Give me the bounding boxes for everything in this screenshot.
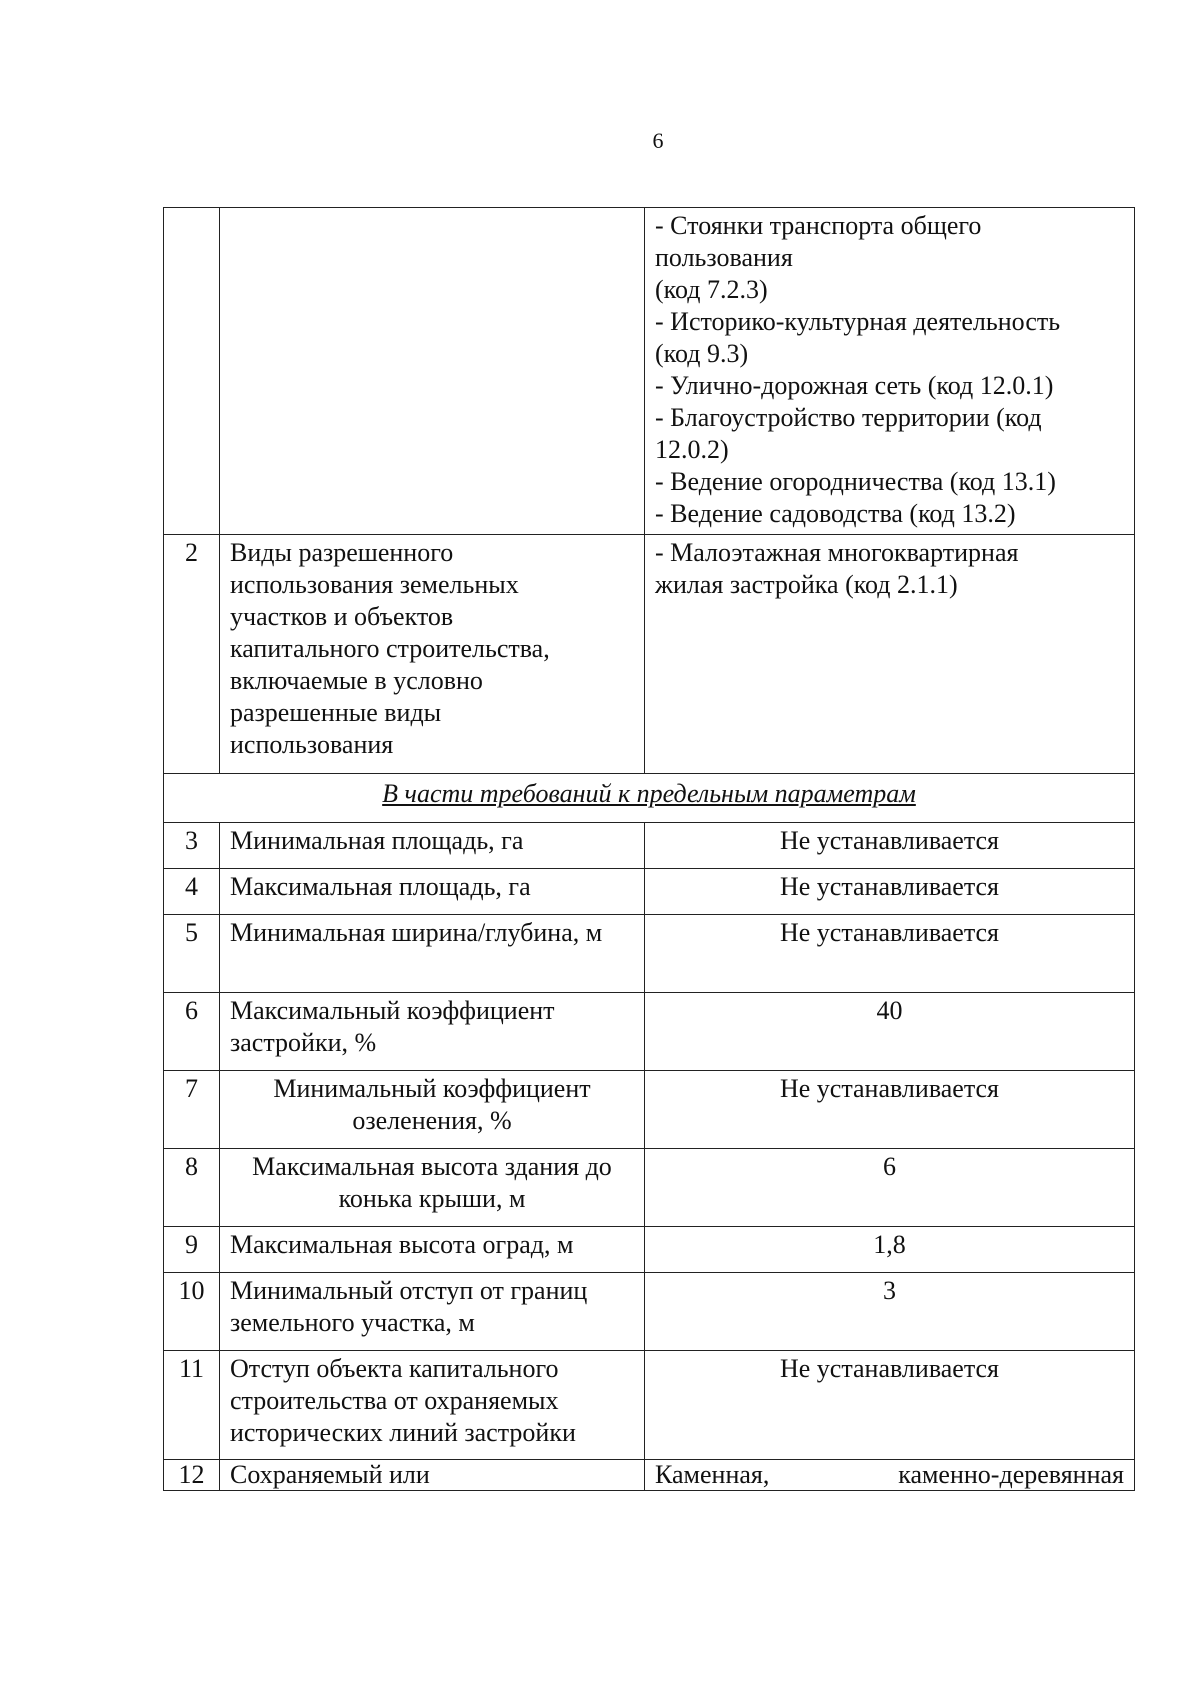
row-value: 40	[645, 993, 1135, 1071]
row-number: 12	[164, 1460, 220, 1491]
row-value: Не устанавливается	[645, 1071, 1135, 1149]
cell-num-empty	[164, 208, 220, 535]
row-number: 10	[164, 1273, 220, 1351]
row-name: Сохраняемый или	[220, 1460, 645, 1491]
row-name: Максимальная высота здания до конька крыши, м	[220, 1149, 645, 1227]
row-value: 1,8	[645, 1227, 1135, 1273]
table-row-12	[164, 1460, 1135, 1491]
row-value: 6	[645, 1149, 1135, 1227]
row-number: 3	[164, 823, 220, 869]
row-number: 11	[164, 1351, 220, 1460]
row-value: Не устанавливается	[645, 869, 1135, 915]
zoning-parameters-table	[163, 207, 1135, 1491]
use-line: - Историко-культурная деятельность	[655, 307, 1061, 336]
table-row-2	[164, 535, 1135, 774]
row-name: Максимальная площадь, га	[220, 869, 645, 915]
table-row	[164, 1227, 1135, 1273]
row-number: 8	[164, 1149, 220, 1227]
use-line: (код 9.3)	[655, 339, 749, 368]
row-value: Не устанавливается	[645, 915, 1135, 993]
section-title: В части требований к предельным параметрам	[164, 774, 1135, 823]
use-line: - Благоустройство территории (код	[655, 403, 1042, 432]
use-line: (код 7.2.3)	[655, 275, 768, 304]
table-row	[164, 993, 1135, 1071]
row-name: Виды разрешенного использования земельных участков и объектов капитального строительства, включаемые в условно разрешенные виды использования	[220, 535, 645, 774]
row-number: 7	[164, 1071, 220, 1149]
row-value: Не устанавливается	[645, 823, 1135, 869]
row-name: Максимальный коэффициент застройки, %	[220, 993, 645, 1071]
row-name: Отступ объекта капитального строительства от охраняемых исторических линий застройки	[220, 1351, 645, 1460]
row-name: Минимальная площадь, га	[220, 823, 645, 869]
cell-permitted-uses	[645, 208, 1135, 535]
table-row	[164, 823, 1135, 869]
table-row	[164, 869, 1135, 915]
page-number: 6	[652, 128, 664, 153]
cell-name-empty	[220, 208, 645, 535]
table-row	[164, 1149, 1135, 1227]
row-number: 9	[164, 1227, 220, 1273]
use-line: - Ведение огородничества (код 13.1)	[655, 467, 1056, 496]
row-number: 2	[164, 535, 220, 774]
row-number: 4	[164, 869, 220, 915]
row-number: 5	[164, 915, 220, 993]
use-line: 12.0.2)	[655, 435, 729, 464]
row-number: 6	[164, 993, 220, 1071]
section-header-row	[164, 774, 1135, 823]
use-line: - Ведение садоводства (код 13.2)	[655, 499, 1016, 528]
table-row	[164, 915, 1135, 993]
table-row	[164, 1071, 1135, 1149]
row-value: 3	[645, 1273, 1135, 1351]
row-value: Каменная, каменно-деревянная	[645, 1460, 1135, 1491]
table-row	[164, 1351, 1135, 1460]
row-name: Минимальная ширина/глубина, м	[220, 915, 645, 993]
row-value: - Малоэтажная многоквартирная жилая застройка (код 2.1.1)	[645, 535, 1135, 774]
table-row	[164, 1273, 1135, 1351]
row-value: Не устанавливается	[645, 1351, 1135, 1460]
use-line: - Улично-дорожная сеть (код 12.0.1)	[655, 371, 1054, 400]
use-line: - Стоянки транспорта общего	[655, 211, 982, 240]
row-name: Максимальная высота оград, м	[220, 1227, 645, 1273]
use-line: пользования	[655, 243, 793, 272]
row-name: Минимальный отступ от границ земельного участка, м	[220, 1273, 645, 1351]
table-row-continuation	[164, 208, 1135, 535]
row-name: Минимальный коэффициент озеленения, %	[220, 1071, 645, 1149]
